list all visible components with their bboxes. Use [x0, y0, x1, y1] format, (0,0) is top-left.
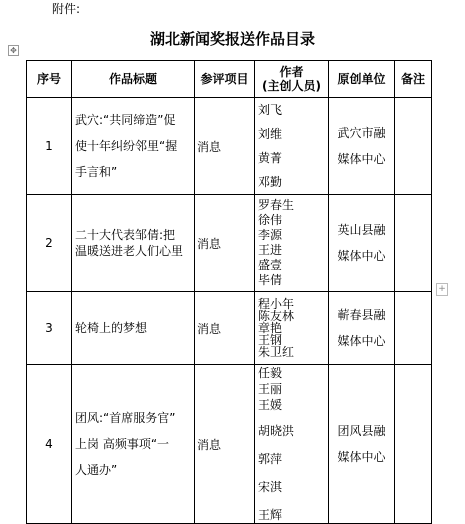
row-category: 消息 [195, 292, 255, 365]
row-seq: 3 [27, 292, 72, 365]
row-title [72, 292, 195, 365]
table-row [27, 195, 432, 292]
unit-line: 媒体中心 [337, 450, 386, 464]
row-authors [255, 195, 329, 292]
row-title-line: 武穴:“共同缔造”促 [75, 113, 176, 127]
header-original-unit: 原创单位 [329, 61, 395, 98]
row-remarks [395, 292, 432, 365]
author-name: 王丽 [258, 382, 283, 396]
row-category: 消息 [195, 195, 255, 292]
row-title-line: 温暖送进老人们心里 [75, 244, 184, 258]
table-row [27, 365, 432, 524]
header-seq: 序号 [27, 61, 72, 98]
author-name: 刘维 [258, 127, 283, 141]
row-authors [255, 98, 329, 195]
author-name: 胡晓洪 [258, 424, 295, 438]
table-row [27, 292, 432, 365]
table-move-handle-icon[interactable]: ✥ [8, 45, 19, 56]
author-name: 程小年 [258, 297, 295, 311]
row-seq: 4 [27, 365, 72, 524]
row-seq: 2 [27, 195, 72, 292]
author-name: 刘飞 [258, 103, 283, 117]
header-category: 参评项目 [195, 61, 255, 98]
row-title-line: 上岗 高频事项“一 [75, 437, 170, 451]
table-header-row [27, 61, 432, 98]
row-remarks [395, 98, 432, 195]
works-table [26, 60, 432, 524]
row-title [72, 195, 195, 292]
author-name: 王进 [258, 243, 283, 257]
attachment-label: 附件: [52, 2, 81, 16]
row-remarks [395, 365, 432, 524]
header-author-line1: 作者 [279, 65, 304, 79]
unit-line: 团风县融 [337, 424, 386, 438]
author-name: 盛壹 [258, 258, 283, 272]
row-title [72, 98, 195, 195]
unit-line: 媒体中心 [337, 249, 386, 263]
row-title-line: 使十年纠纷邻里“握 [75, 139, 178, 153]
author-name: 毕倩 [258, 273, 283, 287]
document-title: 湖北新闻奖报送作品目录 [149, 30, 315, 48]
unit-line: 媒体中心 [337, 334, 386, 348]
author-name: 罗春生 [258, 198, 295, 212]
row-unit [329, 292, 395, 365]
author-name: 宋淇 [258, 480, 283, 494]
row-authors [255, 292, 329, 365]
author-name: 邓勤 [258, 175, 283, 189]
author-name: 徐伟 [258, 213, 283, 227]
add-column-handle-icon[interactable]: + [436, 283, 448, 296]
row-category: 消息 [195, 98, 255, 195]
author-name: 朱卫红 [258, 345, 295, 359]
row-title-line: 人通办” [75, 463, 118, 477]
author-name: 王辉 [258, 508, 283, 522]
unit-line: 英山县融 [337, 223, 386, 237]
row-title-line: 轮椅上的梦想 [75, 321, 148, 335]
unit-line: 武穴市融 [337, 126, 386, 140]
author-name: 郭萍 [258, 452, 283, 466]
author-name: 王媛 [258, 398, 283, 412]
header-author-line2: (主创人员) [262, 79, 321, 93]
row-title [72, 365, 195, 524]
author-name: 李源 [258, 228, 283, 242]
row-seq: 1 [27, 98, 72, 195]
header-author [255, 61, 329, 98]
row-title-line: 团风:“首席服务官” [75, 411, 176, 425]
row-remarks [395, 195, 432, 292]
table-row [27, 98, 432, 195]
unit-line: 媒体中心 [337, 152, 386, 166]
row-authors [255, 365, 329, 524]
author-name: 任毅 [258, 366, 283, 380]
header-remarks: 备注 [395, 61, 432, 98]
author-name: 黄菁 [258, 151, 283, 165]
unit-line: 蕲春县融 [337, 308, 386, 322]
row-unit [329, 98, 395, 195]
row-unit [329, 365, 395, 524]
row-unit [329, 195, 395, 292]
row-category: 消息 [195, 365, 255, 524]
row-title-line: 手言和” [75, 165, 118, 179]
row-title-line: 二十大代表邹倩:把 [75, 228, 176, 242]
author-name: 王钢 [258, 333, 283, 347]
author-name: 陈友林 [258, 309, 295, 323]
author-name: 章艳 [258, 321, 283, 335]
header-work-title: 作品标题 [72, 61, 195, 98]
